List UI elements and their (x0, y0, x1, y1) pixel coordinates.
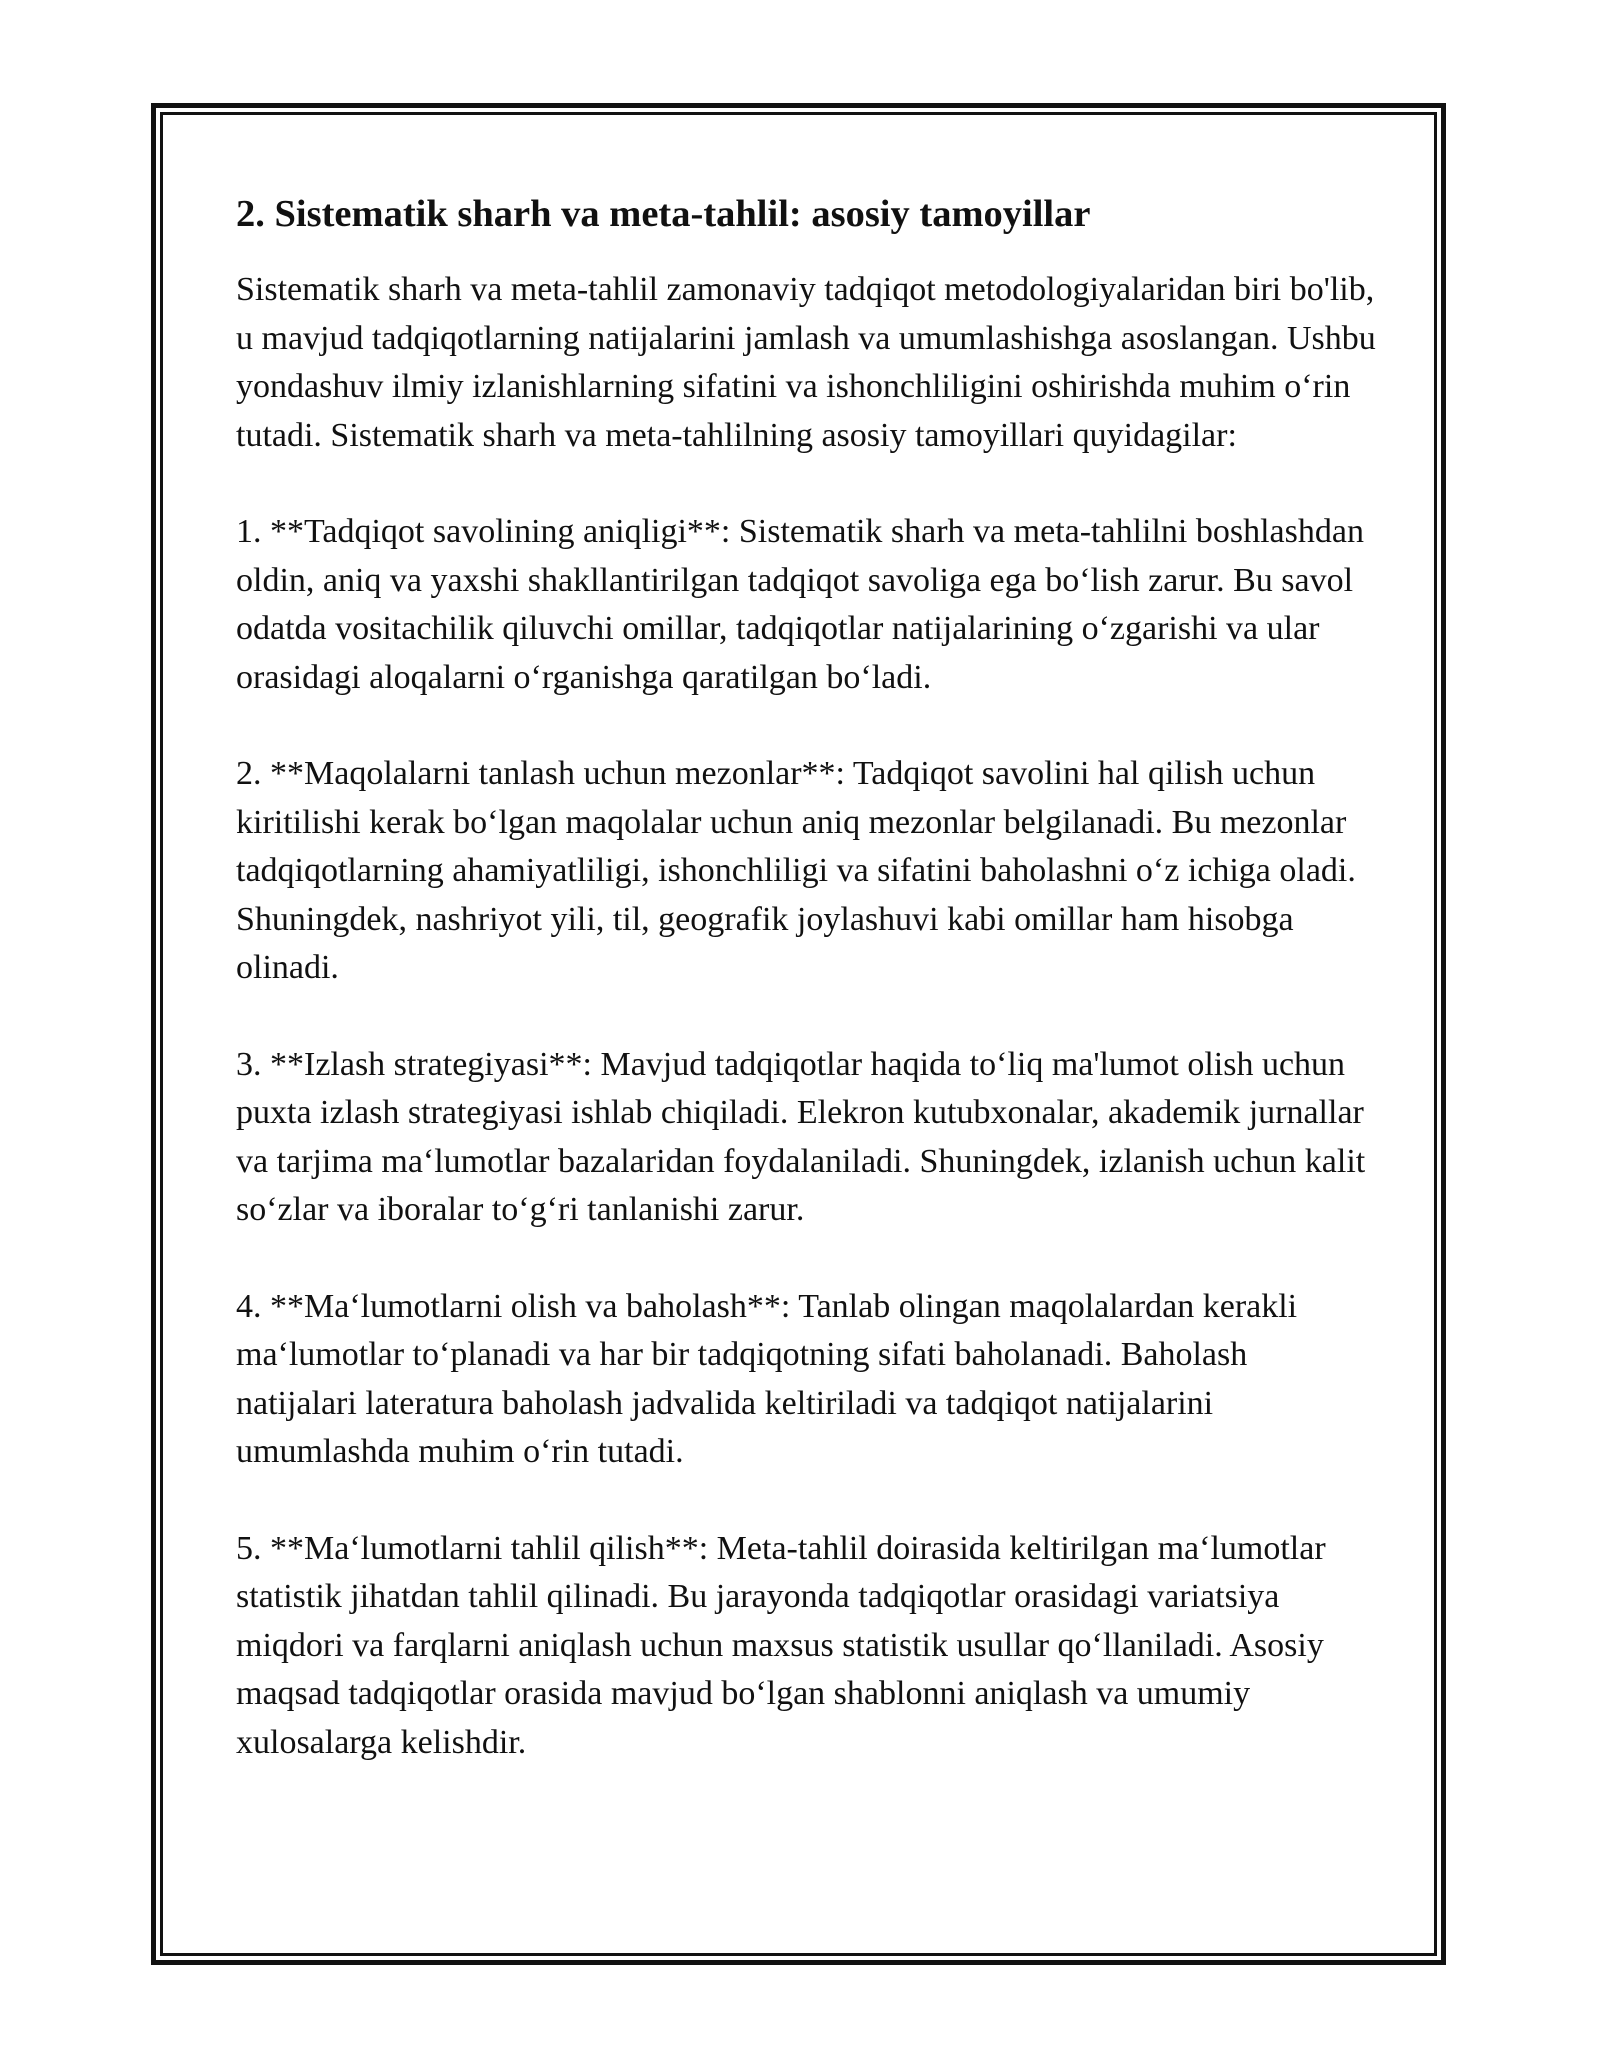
principle-3-paragraph: 3. **Izlash strategiyasi**: Mavjud tadqiqotlar haqida toʻliq ma'lumot olish uchun puxta izlash strategiyasi ishlab chiqiladi. Elekron kutubxonalar, akademik jurnallar va tarjima maʻlumotlar bazalaridan foydalaniladi. Shuningdek, izlanish uchun kalit soʻzlar va iboralar toʻgʻri tanlanishi zarur. (236, 1045, 1366, 1228)
principle-2-paragraph: 2. **Maqolalarni tanlash uchun mezonlar**: Tadqiqot savolini hal qilish uchun kiritilishi kerak boʻlgan maqolalar uchun aniq mezonlar belgilanadi. Bu mezonlar tadqiqotlarning ahamiyatliligi, ishonchliligi va sifatini baholashni oʻz ichiga oladi. Shuningdek, nashriyot yili, til, geografik joylashuvi kabi omillar ham hisobga olinadi. (236, 755, 1356, 986)
principle-5-paragraph: 5. **Maʻlumotlarni tahlil qilish**: Meta-tahlil doirasida keltirilgan maʻlumotlar statistik jihatdan tahlil qilinadi. Bu jarayonda tadqiqotlar orasidagi variatsiya miqdori va farqlarni aniqlash uchun maxsus statistik usullar qoʻllaniladi. Asosiy maqsad tadqiqotlar orasida mavjud boʻlgan shablonni aniqlash va umumiy xulosalarga kelishdir. (236, 1529, 1326, 1761)
intro-paragraph: Sistematik sharh va meta-tahlil zamonaviy tadqiqot metodologiyalaridan biri bo'lib, u mavjud tadqiqotlarning natijalarini jamlash va umumlashishga asoslangan. Ushbu yondashuv ilmiy izlanishlarning sifatini va ishonchliligini oshirishda muhim oʻrin tutadi. Sistematik sharh va meta-tahlilning asosiy tamoyillari quyidagilar: (236, 271, 1376, 454)
principle-4-paragraph: 4. **Maʻlumotlarni olish va baholash**: Tanlab olingan maqolalardan kerakli maʻlumotlar toʻplanadi va har bir tadqiqotning sifati baholanadi. Baholash natijalari lateratura baholash jadvalida keltiriladi va tadqiqot natijalarini umumlashda muhim oʻrin tutadi. (236, 1287, 1298, 1470)
section-heading: 2. Sistematik sharh va meta-tahlil: asosiy tamoyillar (236, 193, 1091, 235)
principle-1-paragraph: 1. **Tadqiqot savolining aniqligi**: Sistematik sharh va meta-tahlilni boshlashdan oldin, aniq va yaxshi shakllantirilgan tadqiqot savoliga ega boʻlish zarur. Bu savol odatda vositachilik qiluvchi omillar, tadqiqotlar natijalarining oʻzgarishi va ular orasidagi aloqalarni oʻrganishga qaratilgan boʻladi. (236, 513, 1364, 696)
document-body (236, 186, 1376, 1815)
